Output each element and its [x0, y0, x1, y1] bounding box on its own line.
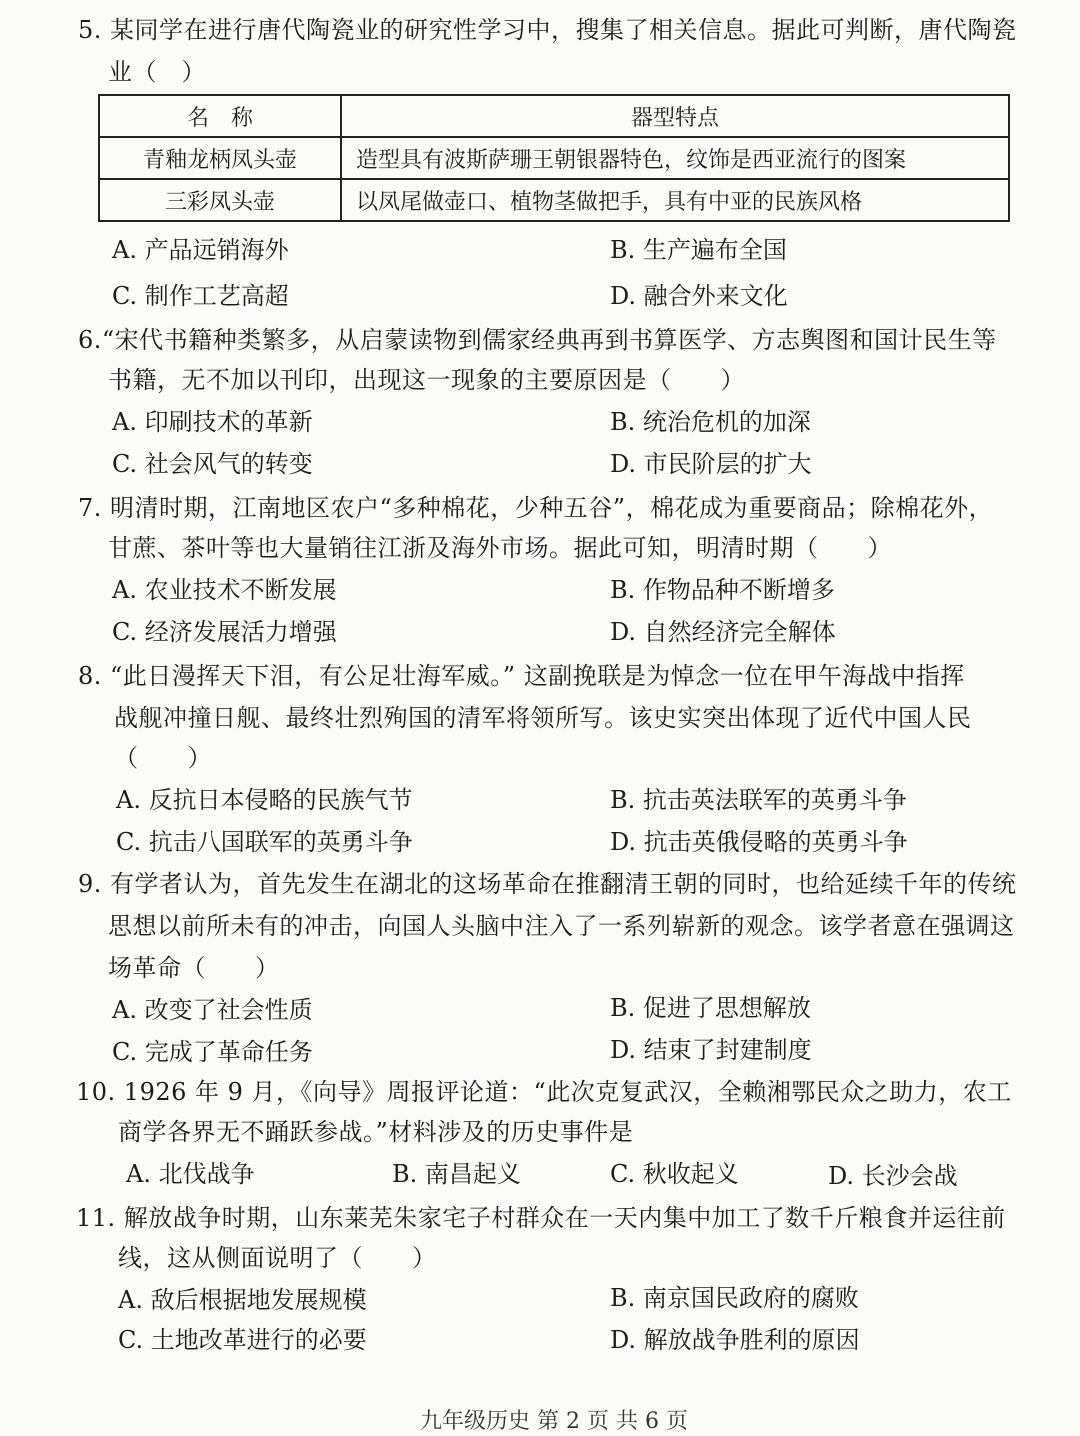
q7-option-b: B. 作物品种不断增多 [610, 576, 835, 604]
q5-stem-line1: 5. 某同学在进行唐代陶瓷业的研究性学习中，搜集了相关信息。据此可判断，唐代陶瓷 [78, 16, 1017, 44]
q5-option-a: A. 产品远销海外 [112, 236, 289, 264]
q6-option-d: D. 市民阶层的扩大 [610, 450, 812, 478]
q6-stem-line1: 6.“宋代书籍种类繁多，从启蒙读物到儒家经典再到书算医学、方志舆图和国计民生等 [78, 326, 997, 354]
table-header-row [99, 95, 1009, 137]
q9-option-b: B. 促进了思想解放 [610, 994, 811, 1022]
q9-option-a: A. 改变了社会性质 [112, 996, 313, 1024]
q11-stem-line1: 11. 解放战争时期，山东莱芜朱家宅子村群众在一天内集中加工了数千斤粮食并运往前 [76, 1204, 1006, 1232]
q10-stem-line2: 商学各界无不踊跃参战。”材料涉及的历史事件是 [118, 1118, 634, 1146]
q8-stem-line1: 8. “此日漫挥天下泪，有公足壮海军威。” 这副挽联是为悼念一位在甲午海战中指挥 [78, 662, 965, 690]
q6-stem-line2: 书籍，无不加以刊印，出现这一现象的主要原因是（ ） [108, 366, 745, 394]
q8-option-c: C. 抗击八国联军的英勇斗争 [116, 828, 413, 856]
q8-option-b: B. 抗击英法联军的英勇斗争 [610, 786, 907, 814]
q5-table [98, 94, 1010, 222]
q11-option-b: B. 南京国民政府的腐败 [610, 1284, 859, 1312]
page-footer: 九年级历史 第 2 页 共 6 页 [420, 1409, 688, 1434]
q11-option-d: D. 解放战争胜利的原因 [610, 1326, 860, 1354]
table-row [99, 179, 1009, 221]
q10-stem-line1: 10. 1926 年 9 月，《向导》周报评论道：“此次克复武汉，全赖湘鄂民众之助力，农工 [76, 1078, 1012, 1106]
q9-option-d: D. 结束了封建制度 [610, 1036, 812, 1064]
q8-stem-line3: （ ） [114, 744, 212, 772]
table-header-features: 器型特点 [341, 95, 1009, 137]
q9-stem-line1: 9. 有学者认为，首先发生在湖北的这场革命在推翻清王朝的同时，也给延续千年的传统 [78, 870, 1017, 898]
q6-option-a: A. 印刷技术的革新 [112, 408, 313, 436]
q7-option-a: A. 农业技术不断发展 [112, 576, 337, 604]
q9-stem-line2: 思想以前所未有的冲击，向国人头脑中注入了一系列崭新的观念。该学者意在强调这 [108, 912, 1015, 940]
table-cell-features: 以凤尾做壶口、植物茎做把手，具有中亚的民族风格 [341, 179, 1009, 221]
q8-option-a: A. 反抗日本侵略的民族气节 [116, 786, 413, 814]
q7-option-c: C. 经济发展活力增强 [112, 618, 337, 646]
q6-option-b: B. 统治危机的加深 [610, 408, 811, 436]
q6-option-c: C. 社会风气的转变 [112, 450, 313, 478]
q10-option-b: B. 南昌起义 [392, 1160, 521, 1188]
q11-option-c: C. 土地改革进行的必要 [118, 1326, 367, 1354]
q10-option-c: C. 秋收起义 [610, 1160, 739, 1188]
q11-stem-line2: 线，这从侧面说明了（ ） [118, 1244, 437, 1272]
q7-option-d: D. 自然经济完全解体 [610, 618, 836, 646]
table-cell-features: 造型具有波斯萨珊王朝银器特色，纹饰是西亚流行的图案 [341, 137, 1009, 179]
q5-stem-line2: 业（ ） [108, 58, 206, 86]
q10-option-d: D. 长沙会战 [828, 1162, 958, 1190]
q7-stem-line2: 甘蔗、茶叶等也大量销往江浙及海外市场。据此可知，明清时期（ ） [108, 534, 892, 562]
q5-option-b: B. 生产遍布全国 [610, 236, 787, 264]
q7-stem-line1: 7. 明清时期，江南地区农户“多种棉花，少种五谷”，棉花成为重要商品；除棉花外， [78, 494, 994, 522]
q5-option-c: C. 制作工艺高超 [112, 282, 289, 310]
q11-option-a: A. 敌后根据地发展规模 [118, 1286, 367, 1314]
table-header-name: 名 称 [99, 95, 341, 137]
q9-option-c: C. 完成了革命任务 [112, 1038, 313, 1066]
q9-stem-line3: 场革命（ ） [108, 954, 280, 982]
q5-option-d: D. 融合外来文化 [610, 282, 788, 310]
table-cell-name: 青釉龙柄凤头壶 [99, 137, 341, 179]
table-cell-name: 三彩凤头壶 [99, 179, 341, 221]
q8-stem-line2: 战舰冲撞日舰、最终壮烈殉国的清军将领所写。该史实突出体现了近代中国人民 [114, 704, 972, 732]
table-row [99, 137, 1009, 179]
q10-option-a: A. 北伐战争 [126, 1160, 255, 1188]
q8-option-d: D. 抗击英俄侵略的英勇斗争 [610, 828, 908, 856]
